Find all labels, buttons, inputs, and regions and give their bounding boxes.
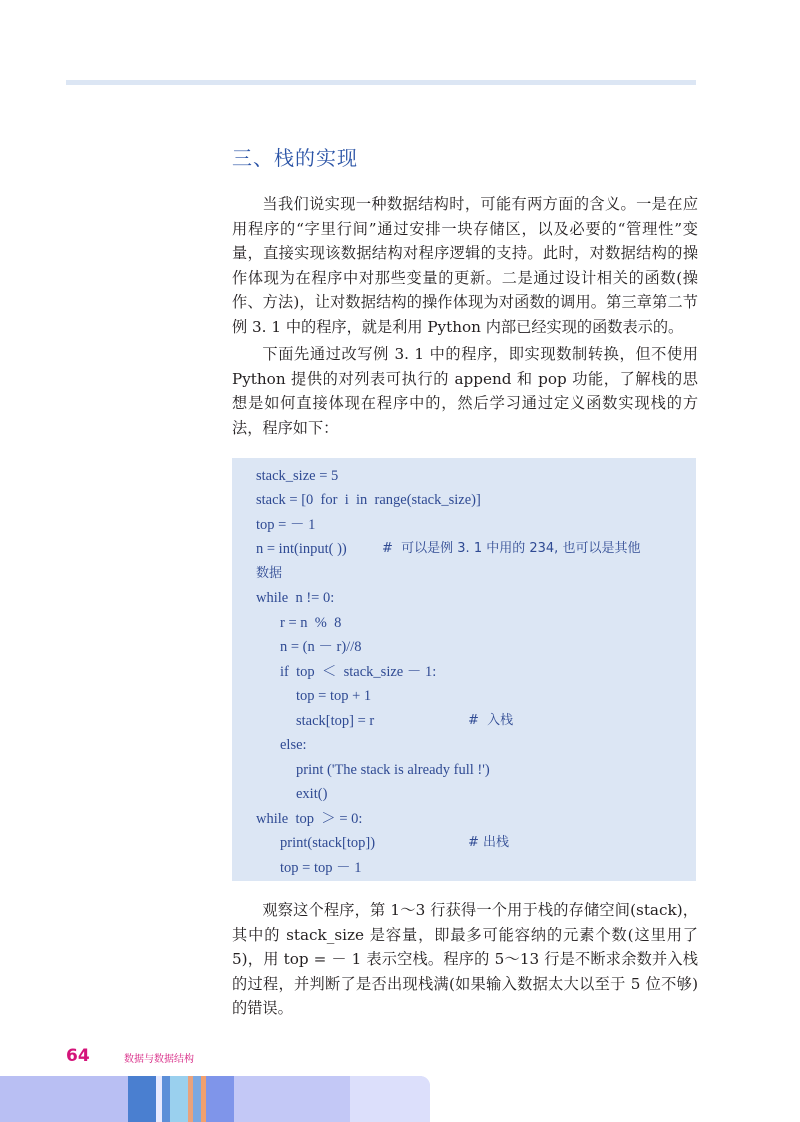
running-title: 数据与数据结构 — [124, 1054, 194, 1065]
code-line-16: top = top － 1 — [280, 860, 362, 876]
code-line-15: print(stack[top]) — [280, 835, 376, 851]
top-rule — [66, 80, 696, 85]
code-line-7: n = (n － r)//8 — [280, 639, 362, 655]
code-line-10: stack[top] = r — [296, 713, 375, 729]
footer-decoration — [0, 1076, 430, 1122]
page-number: 64 — [66, 1046, 90, 1066]
code-line-1: stack_size = 5 — [256, 468, 339, 484]
paragraph-explanation: 观察这个程序，第 1～3 行获得一个用于栈的存储空间(stack)，其中的 stack_size 是容量，即最多可能容纳的元素个数(这里用了 5)，用 top = － 1 表示空栈。程序的 5～13 行是不断求余数并入栈的过程，并判断了是否出现栈满(如果输入数据太大以至于 5 位不够)的错误。 — [232, 901, 698, 1018]
paragraph-program-intro: 下面先通过改写例 3. 1 中的程序，即实现数制转换，但不使用 Python 提供的对列表可执行的 append 和 pop 功能，了解栈的思想是如何直接体现在程序中的，然后学习通过定义函数实现栈的方法，程序如下： — [232, 345, 698, 437]
code-line-13: exit() — [296, 786, 328, 802]
code-line-14: while top ＞ = 0: — [256, 811, 363, 827]
code-line-4: n = int(input( )) — [256, 541, 347, 557]
code-line-5: while n != 0: — [256, 590, 335, 606]
code-comment-push: # 入栈 — [468, 713, 514, 728]
code-line-11: else: — [280, 737, 307, 753]
code-line-2: stack = [0 for i in range(stack_size)] — [256, 492, 481, 508]
code-line-8: if top ＜ stack_size － 1: — [280, 664, 437, 680]
code-block — [232, 458, 696, 881]
code-line-9: top = top + 1 — [296, 688, 372, 704]
code-comment-input: # 可以是例 3. 1 中用的 234, 也可以是其他 — [382, 541, 641, 556]
code-line-6: r = n % 8 — [280, 615, 342, 631]
code-line-3: top = － 1 — [256, 517, 316, 533]
code-comment-pop: # 出栈 — [468, 835, 510, 850]
paragraph-intro: 当我们说实现一种数据结构时，可能有两方面的含义。一是在应用程序的“字里行间”通过安排一块存储区，以及必要的“管理性”变量，直接实现该数据结构对程序逻辑的支持。此时，对数据结构的操作体现为在程序中对那些变量的更新。二是通过设计相关的函数(操作、方法)，让对数据结构的操作体现为对函数的调用。第三章第二节例 3. 1 中的程序，就是利用 Python 内部已经实现的函数表示的。 — [232, 195, 698, 336]
section-title: 三、栈的实现 — [232, 146, 358, 170]
code-line-4-continued: 数据 — [256, 566, 283, 581]
code-line-12: print ('The stack is already full !') — [296, 762, 490, 778]
